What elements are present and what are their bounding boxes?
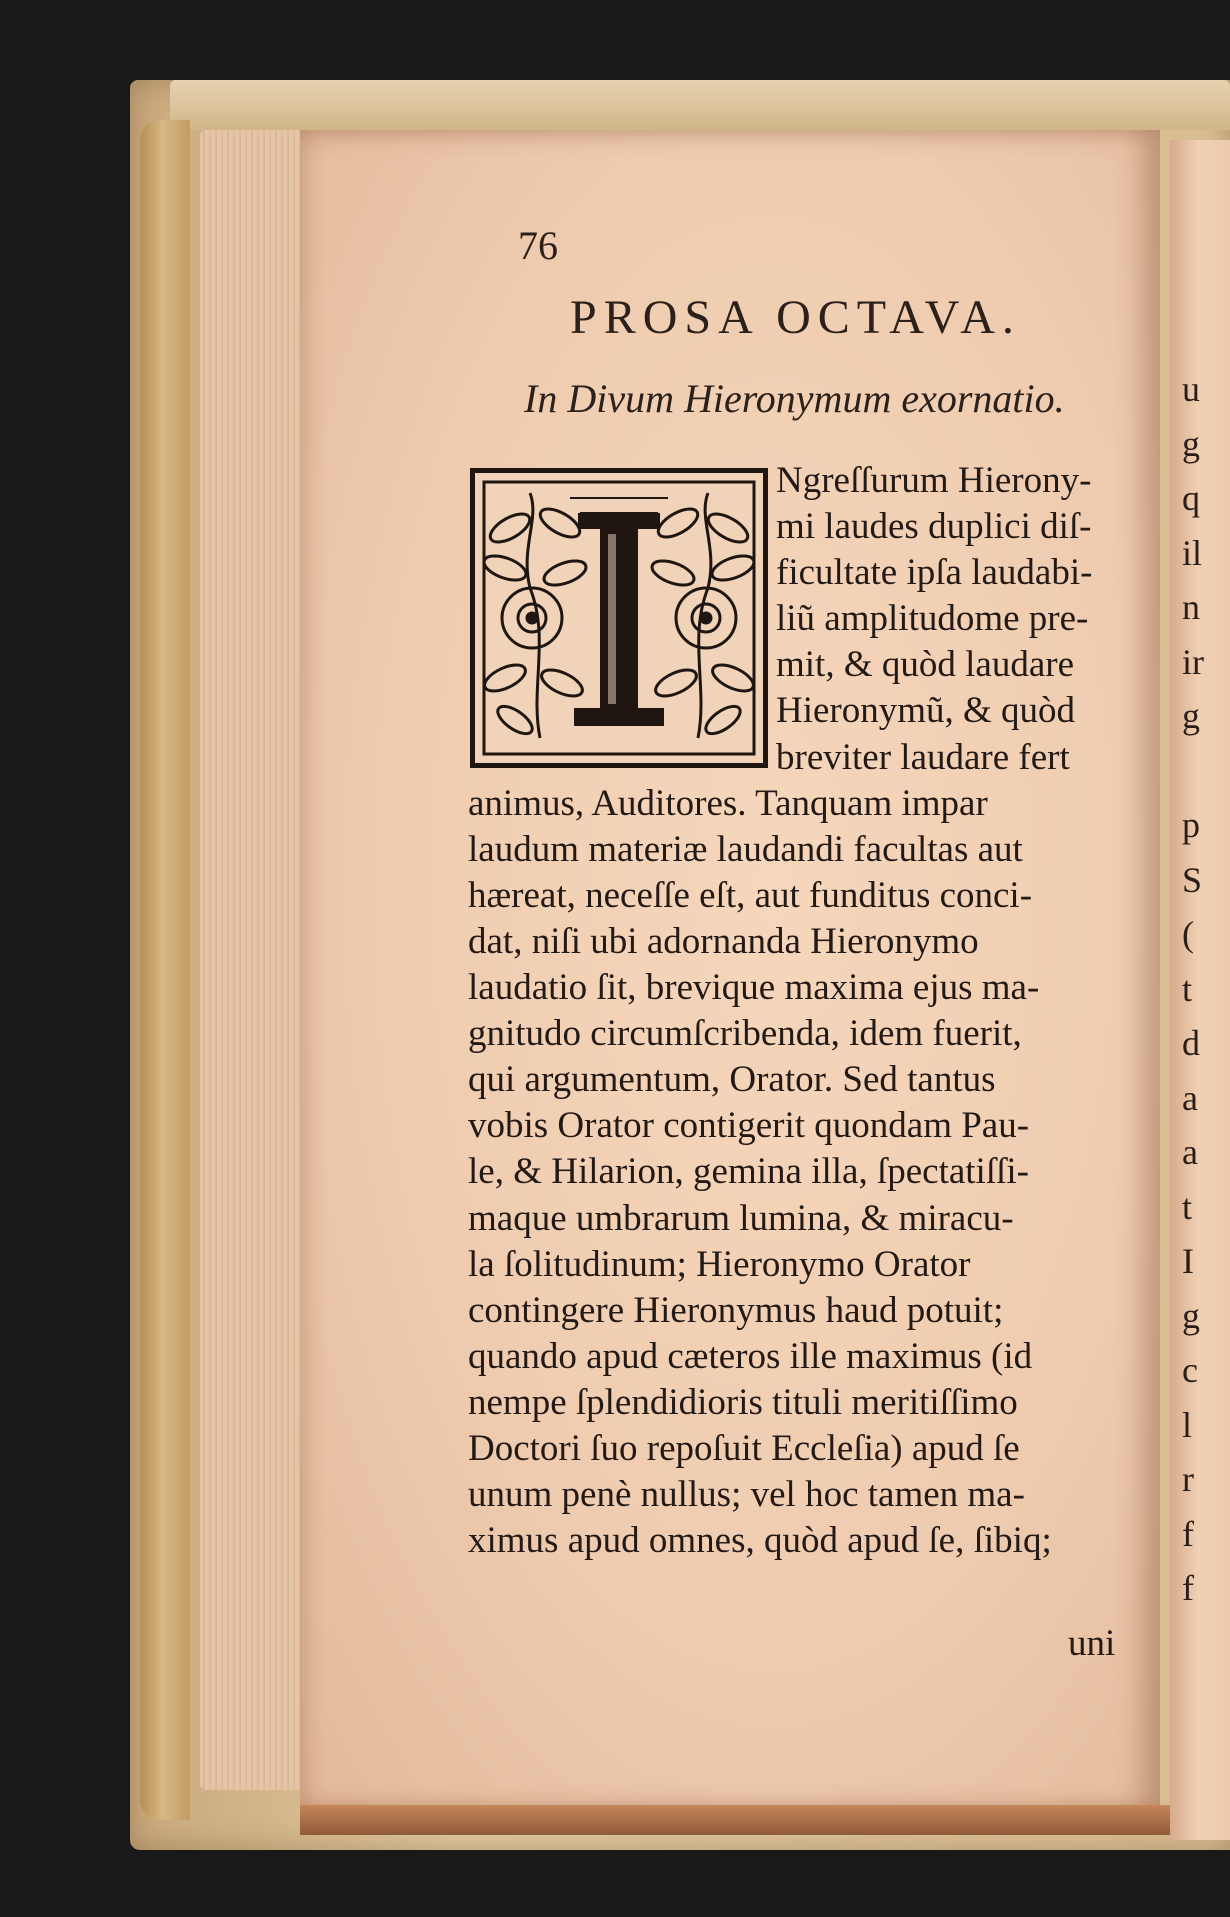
facing-page-line xyxy=(1170,744,1204,799)
text-line: le, & Hilarion, gemina illa, ſpectatiſſi- xyxy=(468,1151,1029,1193)
facing-page-line: il xyxy=(1182,532,1203,573)
facing-page-line: g xyxy=(1182,1295,1200,1336)
text-line: qui argumentum, Orator. Sed tantus xyxy=(468,1059,996,1101)
text-line: animus, Auditores. Tanquam impar xyxy=(468,782,988,824)
facing-page-line: n xyxy=(1182,587,1200,627)
facing-page-line: g xyxy=(1182,696,1200,736)
text-line: mi laudes duplici diſ- xyxy=(776,506,1092,548)
facing-page-line: t xyxy=(1182,968,1193,1009)
facing-page-line: f xyxy=(1182,1513,1194,1554)
text-line: contingere Hieronymus haud potuit; xyxy=(468,1289,1004,1331)
text-line: liũ amplitudome pre- xyxy=(776,598,1089,640)
facing-page-line: d xyxy=(1182,1023,1200,1063)
facing-page-text xyxy=(1170,362,1204,1616)
page-edges xyxy=(200,130,310,1790)
page-bottom-edge xyxy=(300,1805,1200,1835)
text-line: gnitudo circumſcribenda, idem fuerit, xyxy=(468,1013,1022,1055)
text-line: dat, niſi ubi adornanda Hieronymo xyxy=(468,920,979,962)
facing-page-line: ir xyxy=(1182,641,1204,682)
text-line: laudatio ſit, brevique maxima ejus ma- xyxy=(468,967,1040,1009)
body-text xyxy=(468,458,1168,1564)
text-line: la ſolitudinum; Hieronymo Orator xyxy=(468,1243,971,1285)
facing-page-line: I xyxy=(1182,1241,1194,1281)
facing-page-line: S xyxy=(1182,859,1203,900)
text-line: maque umbrarum lumina, & miracu- xyxy=(468,1197,1014,1239)
cover-top-flap xyxy=(170,80,1230,130)
text-line: nempe ſplendidioris tituli meritiſſimo xyxy=(468,1381,1018,1423)
page-number: 76 xyxy=(518,223,558,268)
text-line: hæreat, neceſſe eſt, aut funditus conci- xyxy=(468,874,1033,916)
facing-page-line: g xyxy=(1182,423,1200,464)
facing-page-line: t xyxy=(1182,1186,1193,1227)
facing-page-line: q xyxy=(1182,478,1200,518)
text-line: laudum materiæ laudandi facultas aut xyxy=(468,828,1023,870)
text-line: ficultate ipſa laudabi- xyxy=(776,552,1093,594)
catchword: uni xyxy=(1068,1623,1116,1664)
text-line: Doctori ſuo repoſuit Eccleſia) apud ſe xyxy=(468,1427,1020,1469)
page-title: PROSA OCTAVA. xyxy=(570,291,1021,344)
text-line: Ngreſſurum Hierony- xyxy=(776,460,1092,501)
text-line: quando apud cæteros ille maximus (id xyxy=(468,1335,1033,1377)
text-line: Hieronymũ, & quòd xyxy=(776,690,1076,732)
facing-page-line: u xyxy=(1182,369,1200,409)
facing-page-line: a xyxy=(1182,1132,1198,1172)
spine-edge xyxy=(140,120,190,1820)
text-line: ximus apud omnes, quòd apud ſe, ſibiq; xyxy=(468,1520,1052,1562)
text-line: unum penè nullus; vel hoc tamen ma- xyxy=(468,1474,1025,1516)
facing-page-line: l xyxy=(1182,1404,1193,1445)
facing-page-line: ( xyxy=(1182,914,1194,954)
facing-page-line: c xyxy=(1182,1350,1198,1390)
page-subtitle: In Divum Hieronymum exornatio. xyxy=(524,376,1065,421)
text-line: mit, & quòd laudare xyxy=(776,644,1074,686)
text-line: breviter laudare fert xyxy=(776,736,1070,778)
text-line: vobis Orator contigerit quondam Pau- xyxy=(468,1105,1030,1147)
facing-page-line: p xyxy=(1182,805,1200,845)
facing-page-line: r xyxy=(1182,1459,1194,1499)
facing-page-edge xyxy=(1170,140,1230,1840)
facing-page-line: a xyxy=(1182,1077,1198,1118)
facing-page-line: f xyxy=(1182,1568,1194,1608)
